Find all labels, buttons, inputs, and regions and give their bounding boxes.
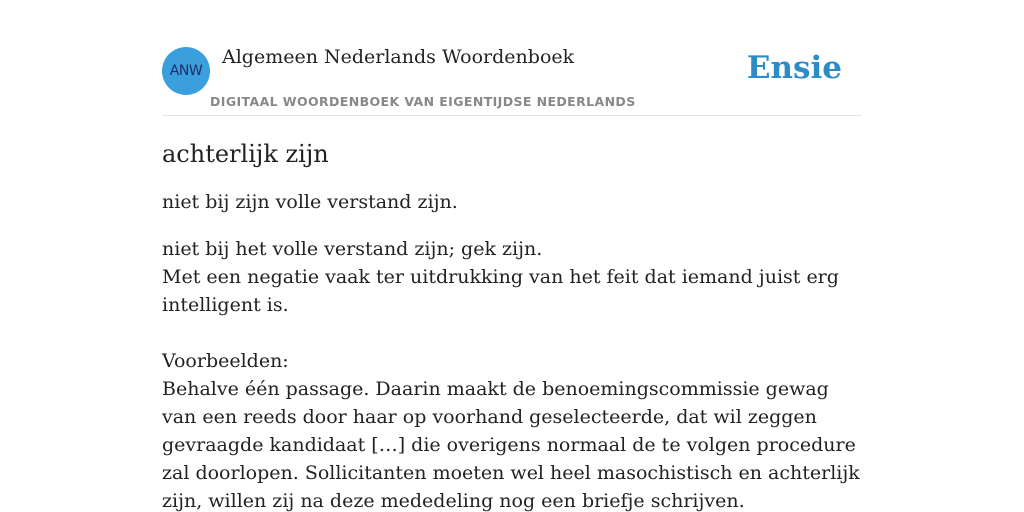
anw-logo[interactable] bbox=[162, 47, 210, 95]
header bbox=[162, 40, 862, 116]
examples-label: Voorbeelden: bbox=[162, 350, 289, 372]
spacer bbox=[162, 319, 862, 347]
definition-line: Met een negatie vaak ter uitdrukking van het feit dat iemand juist erg intelligent is. bbox=[162, 266, 839, 316]
definition-body bbox=[162, 235, 862, 512]
header-divider bbox=[162, 115, 862, 116]
definition-line: niet bij het volle verstand zijn; gek zijn. bbox=[162, 238, 543, 260]
entry-term: achterlijk zijn bbox=[162, 140, 329, 168]
logo-text: ANW bbox=[169, 63, 203, 79]
source-title[interactable]: Algemeen Nederlands Woordenboek bbox=[222, 46, 575, 68]
source-subtitle: DIGITAAL WOORDENBOEK VAN EIGENTIJDSE NEDERLANDS bbox=[210, 94, 636, 109]
short-definition: niet bij zijn volle verstand zijn. bbox=[162, 191, 458, 213]
entry-content bbox=[162, 138, 862, 512]
ensie-brand-logo[interactable]: Ensie bbox=[746, 50, 842, 86]
example-text: Behalve één passage. Daarin maakt de benoemingscommissie gewag van een reeds door haar op voorhand geselecteerde, dat wil zeggen gevraagde kandidaat […] die overigens normaal de te volgen procedure zal doorlopen. Sollicitanten moeten wel heel masochistisch en achterlijk zijn, willen zij na deze mededeling nog een briefje schrijven. bbox=[162, 378, 860, 512]
